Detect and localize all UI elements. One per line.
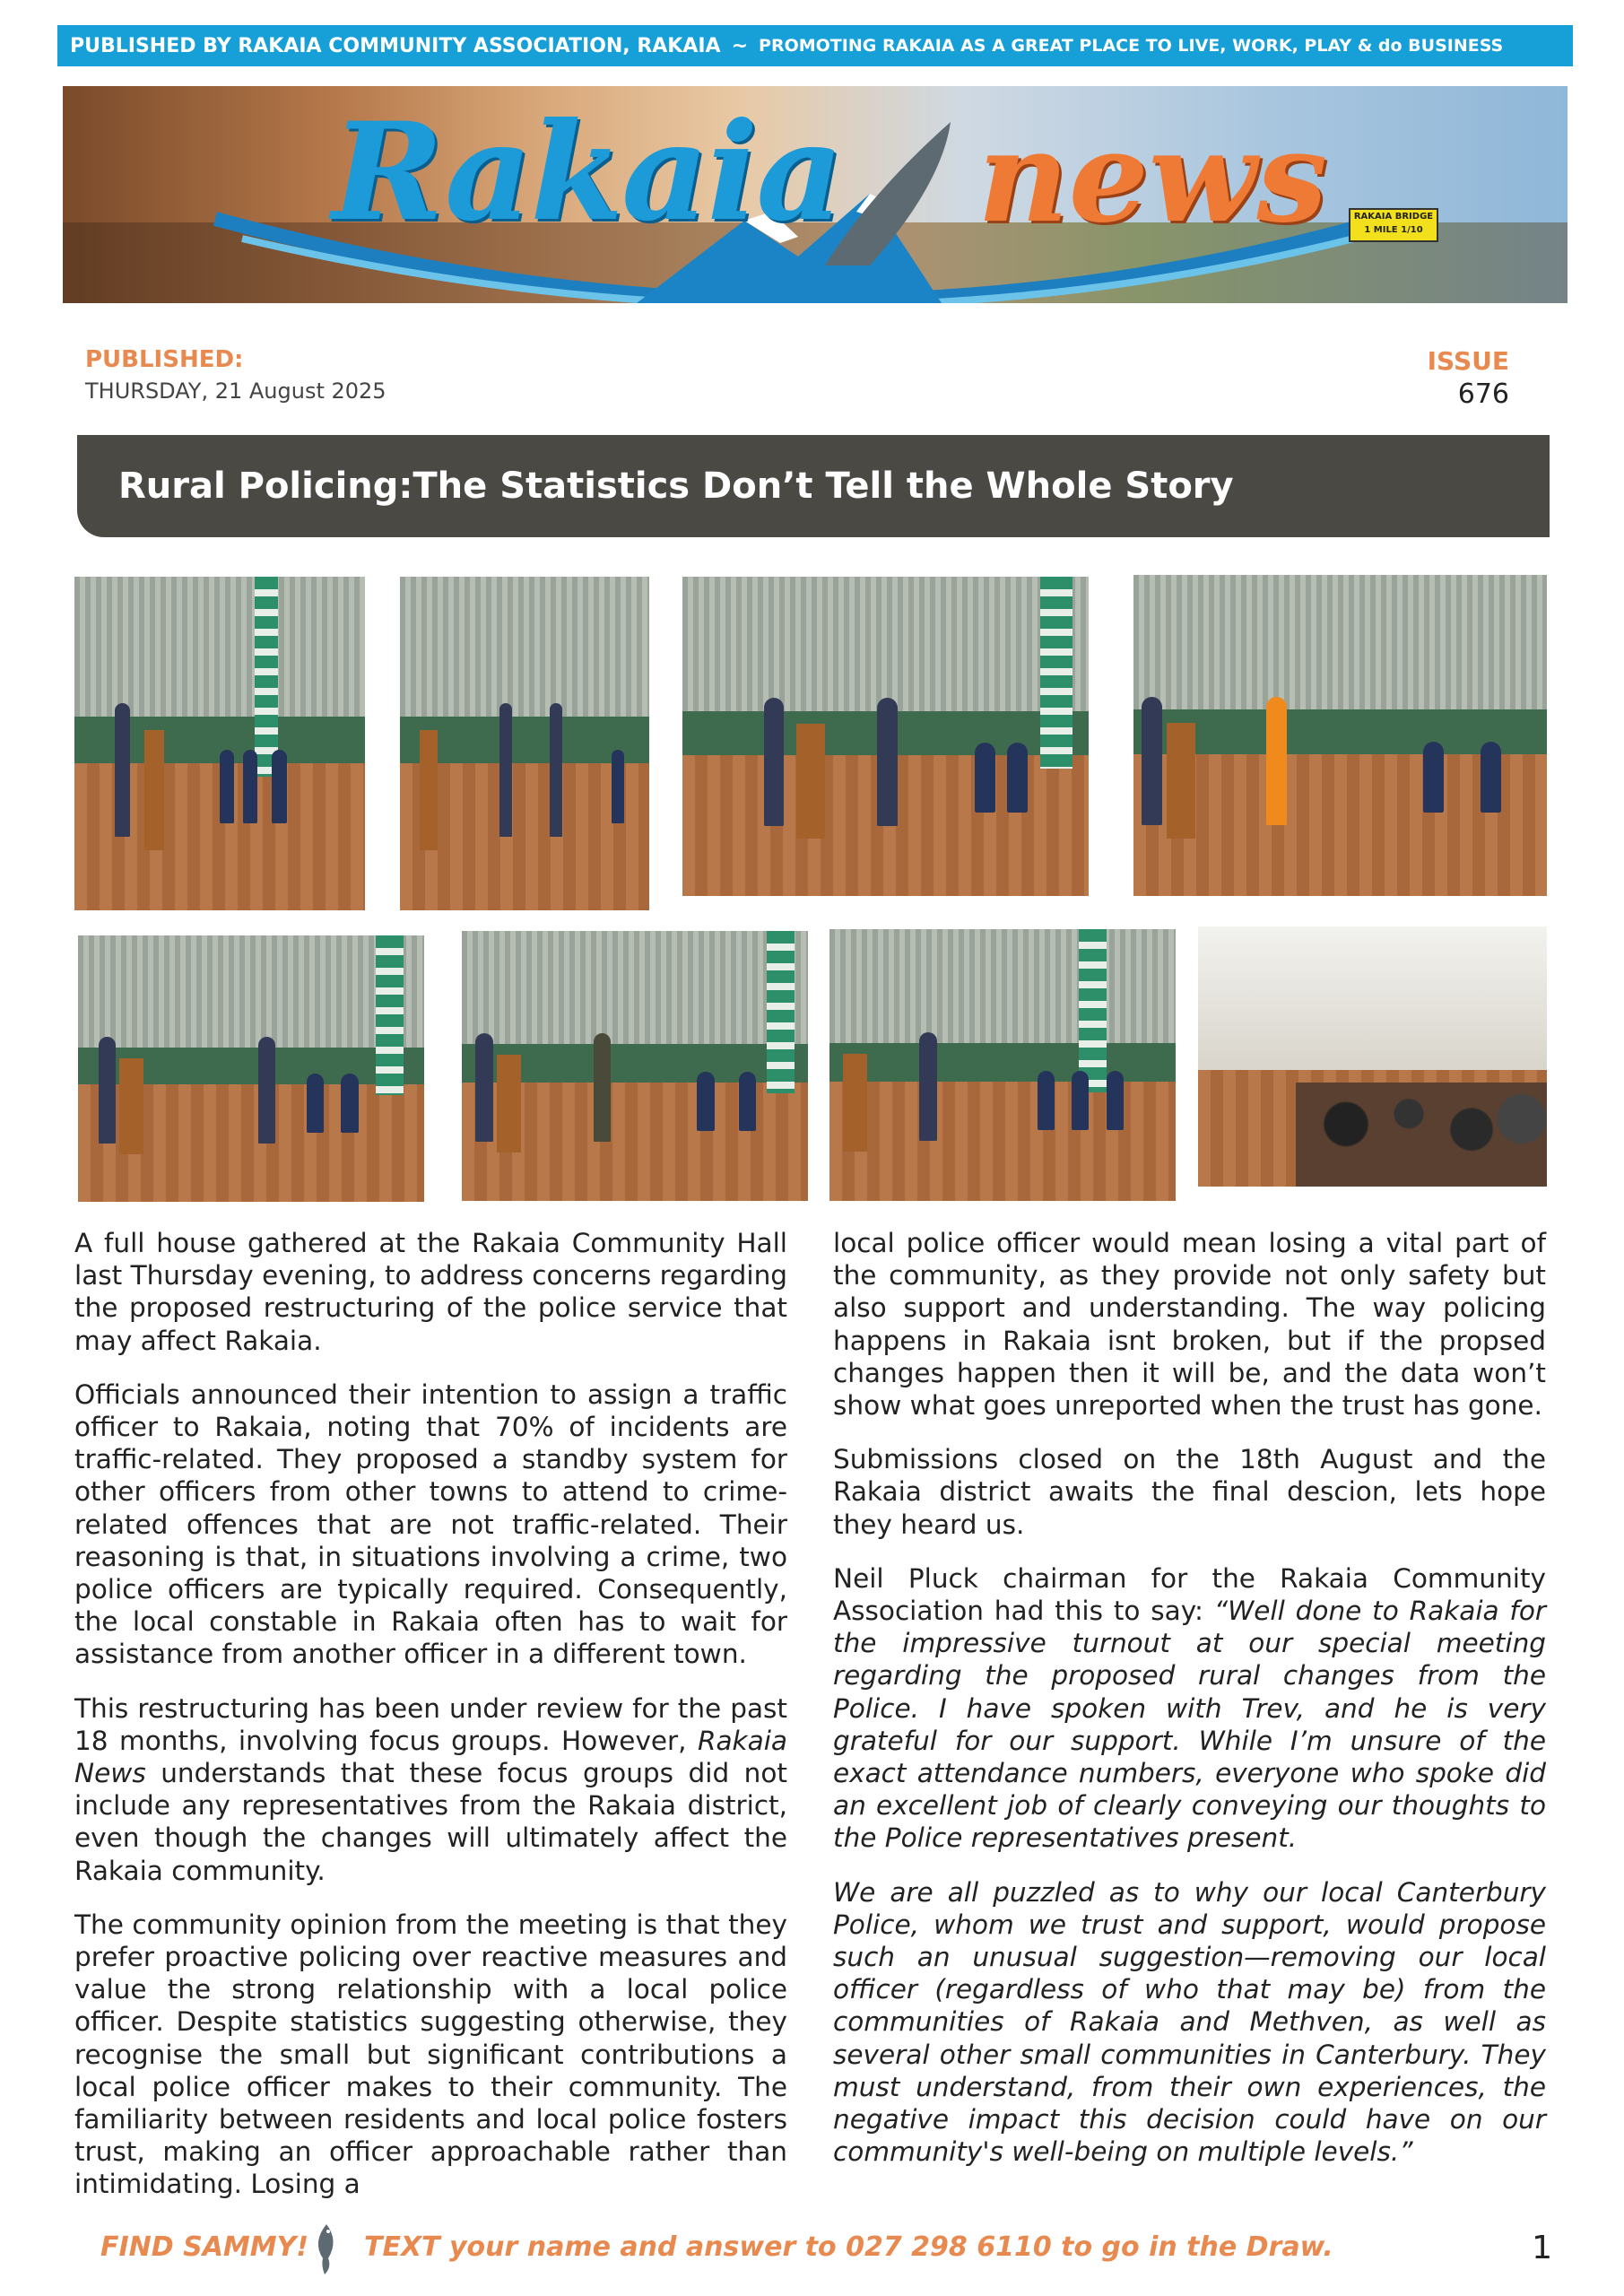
publication-name: Rakaia News (74, 1725, 787, 1789)
tagline-text: PROMOTING RAKAIA AS A GREAT PLACE TO LIVE, WORK, PLAY & do BUSINESS (759, 36, 1504, 56)
hall-audience-photo (1195, 924, 1550, 1189)
publisher-text: PUBLISHED BY RAKAIA COMMUNITY ASSOCIATION, RAKAIA (70, 34, 721, 57)
article-column-right (833, 1227, 1546, 2189)
masthead (63, 86, 1568, 303)
issue-number: 676 (1457, 378, 1509, 410)
headline-text: Rural Policing:The Statistics Don’t Tell the Whole Story (118, 465, 1234, 507)
meeting-photo (1131, 572, 1550, 899)
bridge-sign (1349, 208, 1438, 242)
article-paragraph: Submissions closed on the 18th August and the Rakaia district awaits the final descion, lets hope they heard us. (833, 1444, 1546, 1540)
fish-icon (308, 2222, 344, 2276)
article-paragraph: Officials announced their intention to assign a traffic officer to Rakaia, noting that 70% of incidents are traffic-related. They proposed a standby system for other officers from other towns to attend to crime-related offences that are not traffic-related. Their reasoning is that, in situations involving a crime, two police officers are typically required. Consequently, the local constable in Rakaia often has to wait for assistance from another officer in a different town. (74, 1378, 787, 1670)
meeting-photo (680, 574, 1091, 899)
meeting-photo (72, 574, 368, 913)
sign-line-1: RAKAIA BRIDGE (1353, 212, 1434, 222)
article-paragraph: The community opinion from the meeting is that they prefer proactive policing over reactive measures and value the strong relationship with a local police officer. Despite statistics suggesting otherwise, they recognise the small but significant contributions a local police officer makes to their community. The familiarity between residents and local police fosters trust, making an officer approachable rather than intimidating. Losing a (74, 1909, 787, 2200)
banner-separator: ~ (731, 34, 749, 57)
sign-line-2: 1 MILE 1/10 (1364, 225, 1423, 235)
article-paragraph: Neil Pluck chairman for the Rakaia Community Association had this to say: “Well done to Rakaia for the impressive turnout at our special meeting regarding the proposed rural changes from the Police. I have spoken with Trev, and he is very grateful for our support. While I’m unsure of the exact attendance numbers, everyone who spoke did an excellent job of clearly conveying our thoughts to the Police representatives present. (833, 1562, 1546, 1854)
top-banner (57, 25, 1573, 66)
issue-label: ISSUE (1427, 346, 1509, 376)
article-paragraph: local police officer would mean losing a vital part of the community, as they provide not only safety but also support and understanding. The way policing happens in Rakaia isnt broken, but if the propsed changes happen then it will be, and the data won’t show what goes unreported when the trust has gone. (833, 1228, 1546, 1422)
article-column-left (74, 1227, 787, 2222)
published-label: PUBLISHED: (85, 346, 244, 373)
quote-text: “Well done to Rakaia for the impressive turnout at our special meeting regarding the proposed rural changes from the Police. I have spoken with Trev, and he is very grateful for our support. While I’m unsure of the exact attendance numbers, everyone who spoke did an excellent job of clearly conveying our thoughts to the Police representatives present. (833, 1596, 1546, 1854)
article-paragraph: This restructuring has been under review for the past 18 months, involving focus groups. However, Rakaia News understands that these focus groups did not include any representatives from the Rakaia district, even though the changes will ultimately affect the Rakaia community. (74, 1692, 787, 1886)
masthead-title-news: news (977, 104, 1328, 251)
article-paragraph (833, 1876, 1546, 2169)
meeting-photo (459, 928, 811, 1204)
page-number: 1 (1532, 2230, 1552, 2266)
meeting-photo (827, 926, 1178, 1204)
find-sammy-label: FIND SAMMY! (100, 2231, 309, 2263)
meeting-photo (75, 933, 427, 1205)
published-date: THURSDAY, 21 August 2025 (85, 378, 386, 404)
competition-text: TEXT your name and answer to 027 298 6110 to go in the Draw. (364, 2231, 1333, 2263)
masthead-title-rakaia: Rakaia (332, 93, 842, 251)
meeting-photo (397, 574, 652, 913)
headline-bar (77, 435, 1550, 537)
article-paragraph: A full house gathered at the Rakaia Community Hall last Thursday evening, to address concerns regarding the proposed restructuring of the police service that may affect Rakaia. (74, 1228, 788, 1356)
quote-text: We are all puzzled as to why our local Canterbury Police, whom we trust and support, would propose such an unusual suggestion—removing our local officer (regardless of who that may be) from the communities of Rakaia and Methven, as well as several other small communities in Canterbury. They must understand, from their own experiences, the negative impact this decision could have on our community's well-being on multiple levels.” (833, 1876, 1546, 2168)
